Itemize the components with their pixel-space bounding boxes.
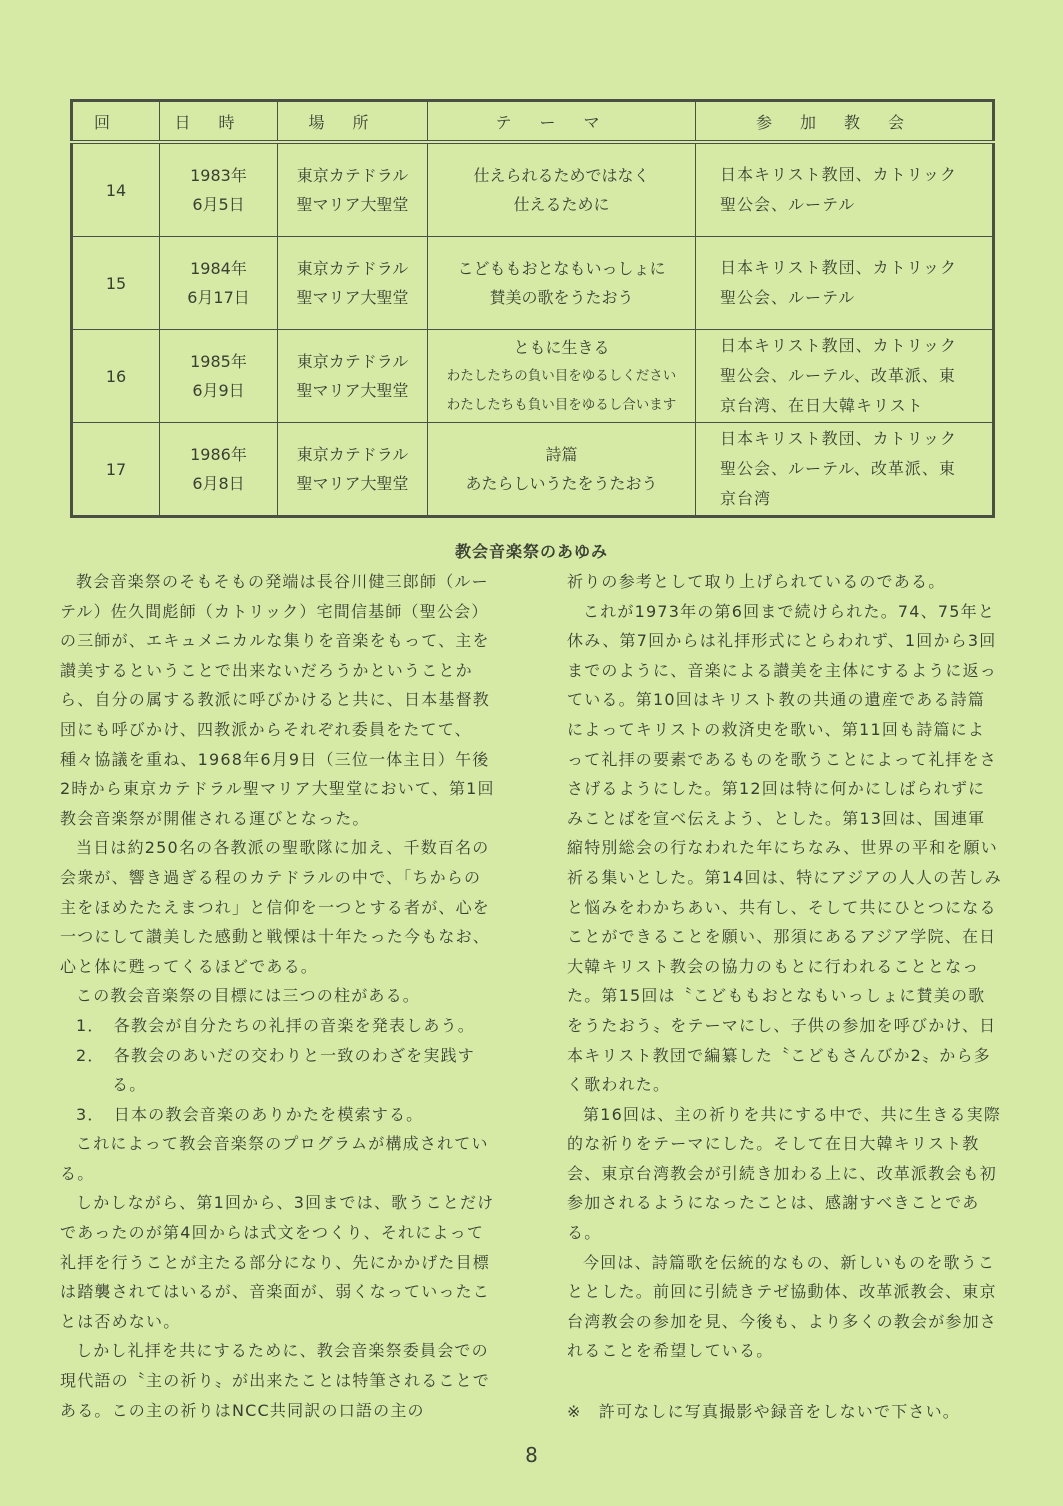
- place-line: 東京カテドラル: [296, 445, 409, 464]
- article-left-column: [60, 567, 495, 1425]
- place-line: 東京カテドラル: [296, 166, 409, 185]
- place-line: 聖マリア大聖堂: [296, 288, 409, 307]
- paragraph: 教会音楽祭のそもそもの発端は長谷川健三郎師（ルーテル）佐久間彪師（カトリック）宅間信基師（聖公会）の三師が、エキュメニカルな集りを音楽をもって、主を讃美するということで出来ないだろうかということから、自分の属する教派に呼びかけると共に、日本基督教団にも呼びかけ、四教派からそれぞれ委員をたてて、種々協議を重ね、1968年6月9日（三位一体主日）午後2時から東京カテドラル聖マリア大聖堂において、第1回教会音楽祭が開催される運びとなった。: [60, 572, 495, 828]
- date-day: 6月17日: [187, 288, 250, 307]
- theme-line: 賛美の歌をうたおう: [489, 288, 634, 307]
- paragraph: この教会音楽祭の目標には三つの柱がある。: [76, 986, 421, 1006]
- date-year: 1985年: [190, 352, 247, 371]
- paragraph: しかしながら、第1回から、3回までは、歌うことだけであったのが第4回からは式文をつくり、それによって礼拝を行うことが主たる部分になり、先にかかげた目標は踏襲されてはいるが、音楽面が、弱くなっていったことは否めない。: [60, 1193, 495, 1331]
- theme-line: 詩篇: [545, 445, 578, 464]
- paragraph: これが1973年の第6回まで続けられた。74、75年と休み、第7回からは礼拝形式にとらわれず、1回から3回までのように、音楽による讃美を主体にするように返っている。第10回はキリスト教の共通の遺産である詩篇によってキリストの救済史を歌い、第11回も詩篇によって礼拝の要素であるものを歌うことによって礼拝をささげるようにした。第12回は特に何かにしばられずにみことばを宣べ伝えよう、とした。第13回は、国連軍縮特別総会の行なわれた年にちなみ、世界の平和を願い祈る集いとした。第14回は、特にアジアの人人の苦しみと悩みをわかちあい、共有し、そして共にひとつになることができることを願い、那須にあるアジア学院、在日大韓キリスト教会の協力のもとに行われることとなった。第15回は〝こどももおとなもいっしょに賛美の歌をうたおう〟をテーマにし、子供の参加を呼びかけ、日本キリスト教団で編纂した〝こどもさんびか2〟から多く歌われた。: [567, 601, 1002, 1095]
- table-header-row: [72, 101, 994, 143]
- header-theme: テーマ: [428, 101, 696, 143]
- row-theme: [428, 423, 696, 517]
- row-date: [160, 423, 278, 517]
- row-churches: [696, 423, 994, 517]
- row-theme: [428, 237, 696, 330]
- table-row: [72, 330, 994, 423]
- date-day: 6月5日: [192, 195, 245, 214]
- row-place: [278, 237, 428, 330]
- goal-item: 2． 各教会のあいだの交わりと一致のわざを実践する。: [76, 1045, 475, 1095]
- row-churches: [696, 142, 994, 237]
- row-date: [160, 237, 278, 330]
- churches-line: 聖公会、ルーテル、改革派、東: [720, 366, 956, 385]
- paragraph: しかし礼拝を共にするために、教会音楽祭委員会での現代語の〝主の祈り〟が出来たことは特筆されることである。この主の祈りはNCC共同訳の口語の主の: [60, 1341, 491, 1420]
- theme-line: 仕えられるためではなく: [473, 166, 650, 185]
- paragraph: これによって教会音楽祭のプログラムが構成されている。: [60, 1134, 489, 1183]
- paragraph: 当日は約250名の各教派の聖歌隊に加え、千数百名の会衆が、響き過ぎる程のカテドラルの中で、「ちからの主をほめたたえまつれ」と信仰を一つとする者が、心を一つにして讃美した感動と戦慄は十年たった今もなお、心と体に甦ってくるほどである。: [60, 838, 491, 976]
- header-number: 回: [72, 101, 160, 143]
- theme-line: あたらしいうたをうたおう: [465, 474, 658, 493]
- goal-item: 1． 各教会が自分たちの礼拝の音楽を発表しあう。: [76, 1015, 475, 1035]
- churches-line: 日本キリスト教団、カトリック: [720, 336, 958, 355]
- header-date: 日時: [160, 101, 278, 143]
- article-right-column: [567, 567, 1002, 1366]
- paragraph: 今回は、詩篇歌を伝統的なもの、新しいものを歌うこととした。前回に引続きテゼ協動体、改革派教会、東京台湾教会の参加を見、今後も、より多くの教会が参加されることを希望している。: [567, 1252, 998, 1361]
- header-place: 場所: [278, 101, 428, 143]
- churches-line: 日本キリスト教団、カトリック: [720, 429, 958, 448]
- photography-notice: ※ 許可なしに写真撮影や録音をしないで下さい。: [567, 1402, 961, 1421]
- row-place: [278, 330, 428, 423]
- date-year: 1984年: [190, 259, 247, 278]
- place-line: 東京カテドラル: [296, 259, 409, 278]
- table-row: [72, 142, 994, 237]
- date-year: 1983年: [190, 166, 247, 185]
- place-line: 東京カテドラル: [296, 352, 409, 371]
- churches-line: 聖公会、ルーテル、改革派、東: [720, 459, 956, 478]
- paragraph: 第16回は、主の祈りを共にする中で、共に生きる実際的な祈りをテーマにした。そして在日大韓キリスト教会、東京台湾教会が引続き加わる上に、改革派教会も初参加されるようになったことは、感謝すべきことである。: [567, 1104, 1002, 1243]
- row-number: 16: [72, 330, 160, 423]
- theme-line: ともに生きる: [513, 337, 610, 357]
- churches-line: 日本キリスト教団、カトリック: [720, 258, 958, 277]
- festival-history-table: [70, 99, 995, 518]
- place-line: 聖マリア大聖堂: [296, 195, 409, 214]
- table-row: [72, 423, 994, 517]
- theme-line: 仕えるために: [513, 195, 610, 214]
- row-churches: [696, 330, 994, 423]
- article-title: 教会音楽祭のあゆみ: [454, 542, 608, 561]
- table-row: [72, 237, 994, 330]
- row-number: 15: [72, 237, 160, 330]
- row-date: [160, 330, 278, 423]
- place-line: 聖マリア大聖堂: [296, 381, 409, 400]
- churches-line: 京台湾、在日大韓キリスト: [720, 396, 924, 415]
- churches-line: 聖公会、ルーテル: [720, 195, 856, 214]
- row-place: [278, 142, 428, 237]
- row-churches: [696, 237, 994, 330]
- place-line: 聖マリア大聖堂: [296, 474, 409, 493]
- row-date: [160, 142, 278, 237]
- goal-item: 3． 日本の教会音楽のありかたを模索する。: [76, 1104, 424, 1124]
- paragraph: 祈りの参考として取り上げられているのである。: [567, 572, 946, 591]
- churches-line: 聖公会、ルーテル: [720, 288, 856, 307]
- header-churches: 参加教会: [696, 101, 994, 143]
- row-theme: [428, 330, 696, 423]
- row-number: 14: [72, 142, 160, 237]
- date-day: 6月9日: [192, 381, 245, 400]
- theme-line: こどももおとなもいっしょに: [457, 259, 666, 278]
- page-number: 8: [525, 1443, 538, 1467]
- churches-line: 京台湾: [720, 489, 772, 508]
- row-number: 17: [72, 423, 160, 517]
- row-place: [278, 423, 428, 517]
- date-day: 6月8日: [192, 474, 245, 493]
- theme-line: わたしたちも負い目をゆるし合います: [446, 396, 677, 413]
- theme-line: わたしたちの負い目をゆるしください: [446, 367, 677, 384]
- date-year: 1986年: [190, 445, 247, 464]
- churches-line: 日本キリスト教団、カトリック: [720, 165, 958, 184]
- row-theme: [428, 142, 696, 237]
